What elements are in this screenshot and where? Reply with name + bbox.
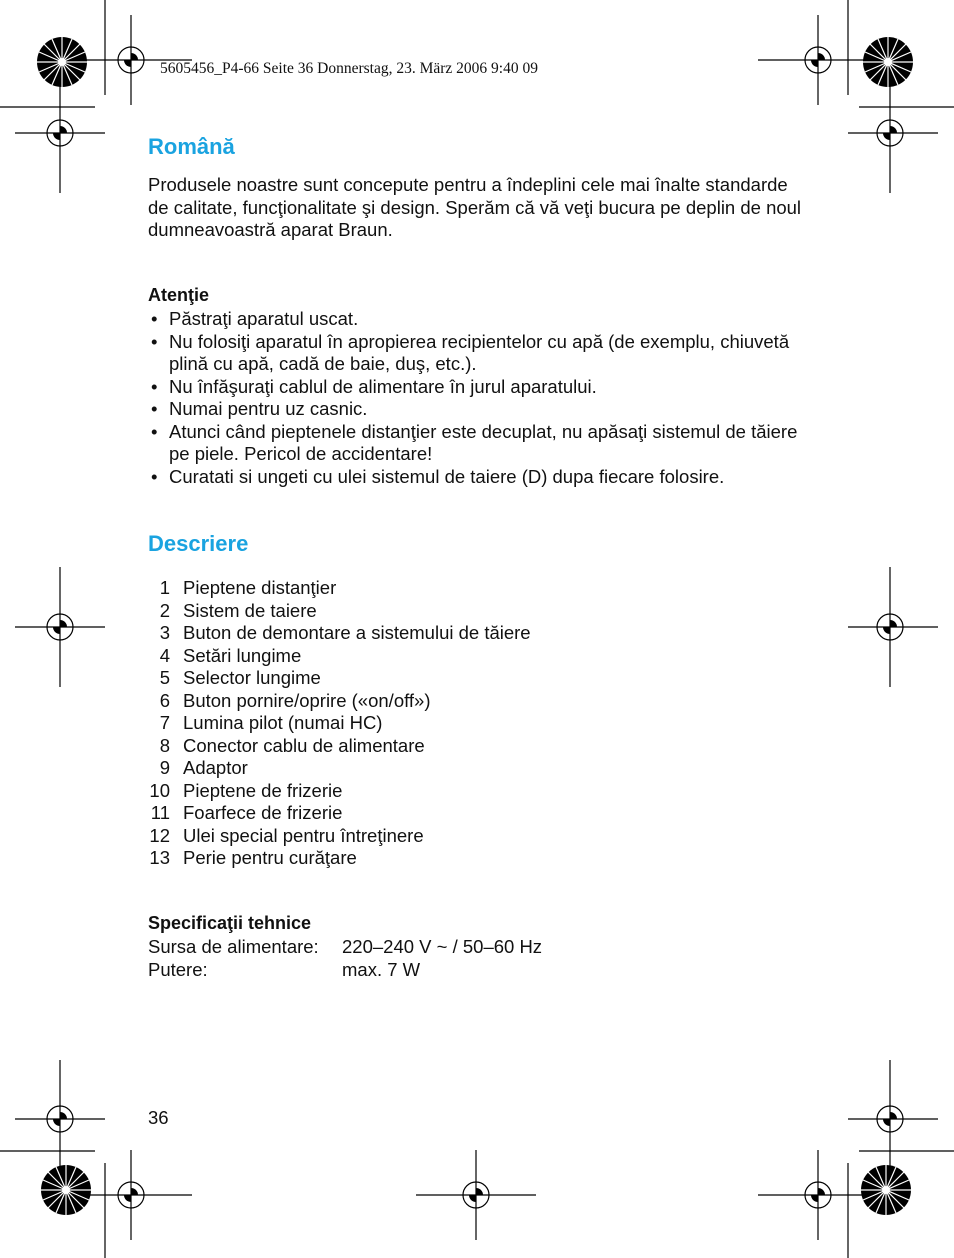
list-item: 6 Buton pornire/oprire («on/off») [159,689,431,711]
list-item: • Nu folosiţi aparatul în apropierea recipientelor cu apă (de exemplu, chiuvetă plină cu apă, cadă de baie, duş, etc.). [151,330,790,374]
list-item: 1 Pieptene distanţier [159,577,337,598]
list-item: • Păstraţi aparatul uscat. [151,308,359,329]
specs-heading: Specificaţii tehnice [148,913,312,933]
list-item: • Nu înfăşuraţi cablul de alimentare în jurul aparatului. [151,375,597,397]
spec-row-power-source: Sursa de alimentare: 220–240 V ~ / 50–60 Hz [148,936,543,957]
bullet-icon: • [151,375,158,397]
list-item: 9 Adaptor [159,757,248,778]
attention-list [148,308,808,488]
list-item: 12 Ulei special pentru întreţinere [149,824,424,846]
list-item: 13 Perie pentru curăţare [149,847,357,868]
attention-heading: Atenţie [148,285,210,305]
spec-row-power: Putere: max. 7 W [148,958,421,980]
list-item: 3 Buton de demontare a sistemului de tăiere [159,622,531,643]
intro-paragraph: Produsele noastre sunt concepute pentru a îndeplini cele mai înalte standarde de calitate, funcţionalitate şi design. Sperăm că vă veţi bucura pe deplin de noul dumneavoastră aparat Braun. [148,174,802,240]
bullet-icon: • [151,420,158,442]
heading-romana: Română [148,134,235,159]
list-item: • Curatati si ungeti cu ulei sistemul de taiere (D) dupa fiecare folosire. [151,465,725,487]
bullet-icon: • [151,330,158,352]
list-item: 5 Selector lungime [159,667,321,688]
specs-table [148,936,542,981]
bullet-icon: • [151,308,158,329]
bullet-icon: • [151,398,158,419]
page-number: 36 [148,1107,169,1128]
print-slug: 5605456_P4-66 Seite 36 Donnerstag, 23. März 2006 9:40 09 [160,60,538,77]
list-item: 7 Lumina pilot (numai HC) [159,712,383,733]
list-item: 2 Sistem de taiere [159,599,317,621]
list-item: 10 Pieptene de frizerie [149,779,343,801]
list-item: 11 Foarfece de frizerie [150,802,343,823]
parts-list [148,577,531,870]
list-item: • Numai pentru uz casnic. [151,398,368,419]
list-item: 8 Conector cablu de alimentare [159,734,425,756]
list-item: • Atunci când pieptenele distanţier este decuplat, nu apăsaţi sistemul de tăiere pe piele. Pericol de accidentare! [151,420,798,464]
heading-descriere: Descriere [148,531,249,556]
bullet-icon: • [151,465,158,487]
list-item: 4 Setări lungime [159,644,302,666]
